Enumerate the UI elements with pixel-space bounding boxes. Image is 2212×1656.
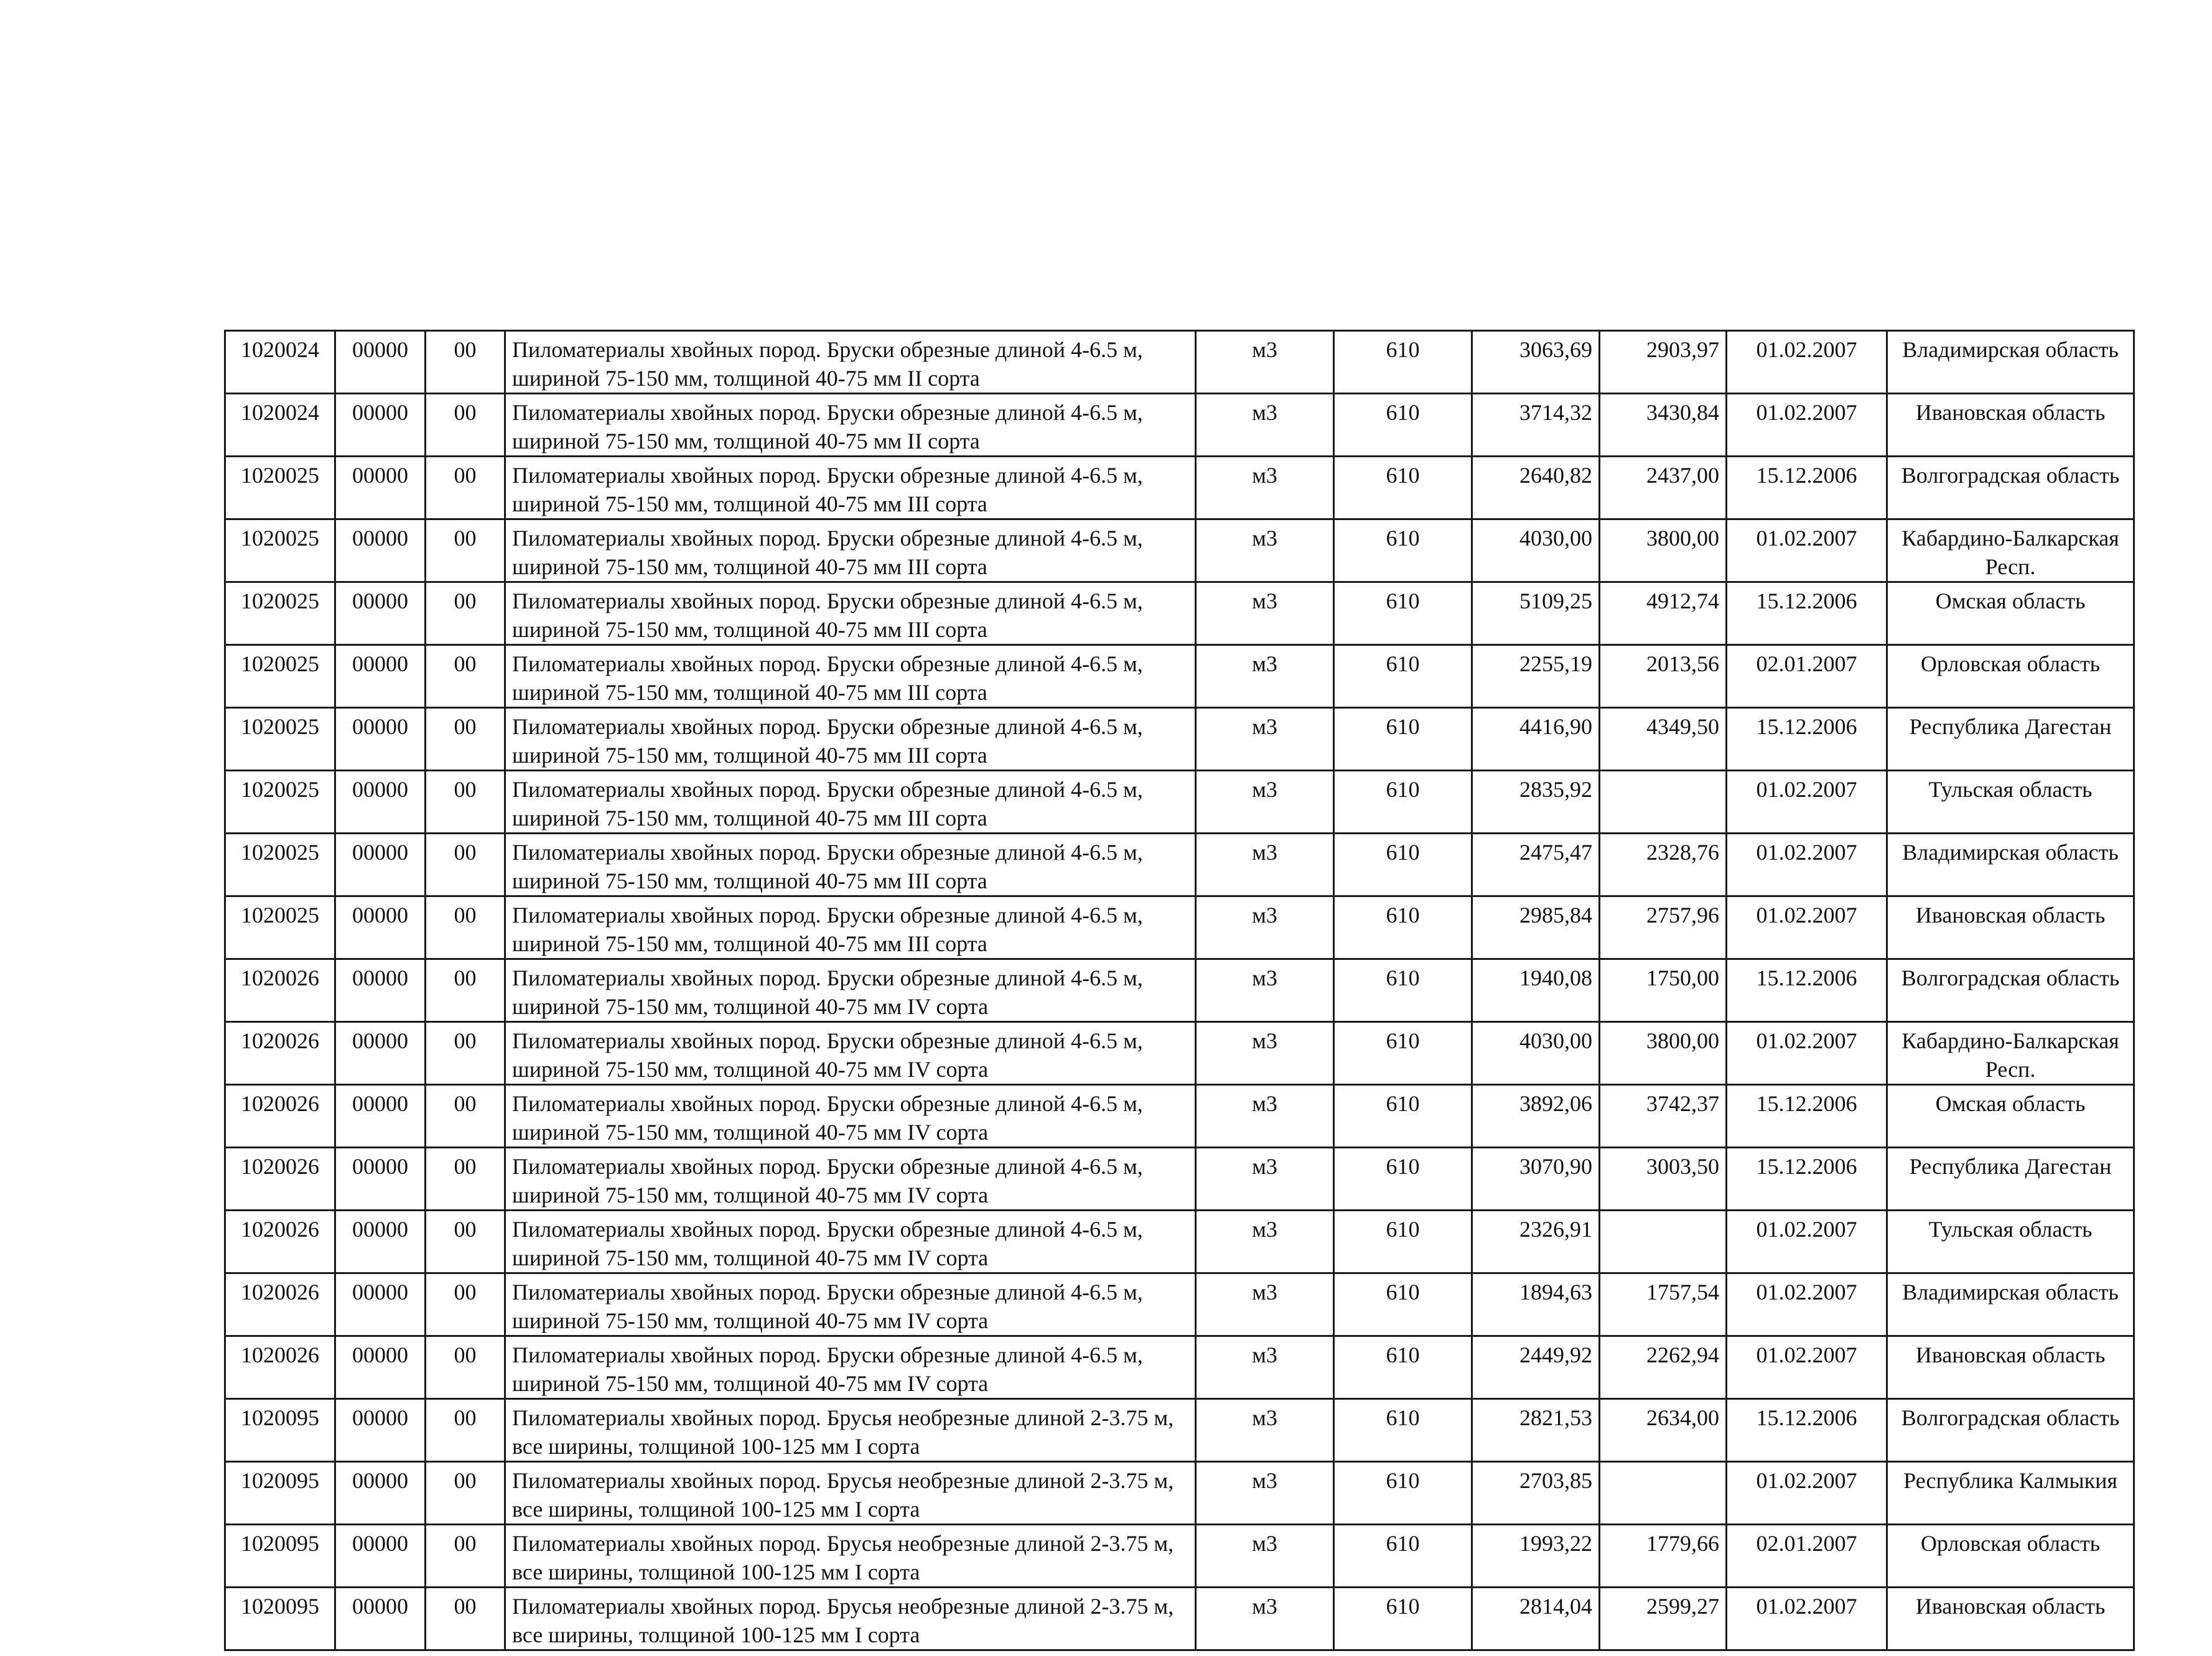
price-1-cell: 2255,19 bbox=[1472, 645, 1600, 708]
description-cell: Пиломатериалы хвойных пород. Бруски обрезные длиной 4-6.5 м, шириной 75-150 мм, толщиной 40-75 мм IV сорта bbox=[505, 1211, 1196, 1273]
sub-code-cell: 00000 bbox=[335, 1211, 426, 1273]
version-code-cell: 00 bbox=[426, 708, 505, 771]
date-cell: 01.02.2007 bbox=[1727, 1022, 1887, 1085]
sub-code-cell: 00000 bbox=[335, 1462, 426, 1525]
table-row bbox=[225, 1399, 2134, 1462]
date-cell: 02.01.2007 bbox=[1727, 1525, 1887, 1588]
unit-cell: м3 bbox=[1196, 1022, 1334, 1085]
unit-code-cell: 610 bbox=[1334, 834, 1472, 896]
price-2-cell: 2013,56 bbox=[1600, 645, 1727, 708]
description-cell: Пиломатериалы хвойных пород. Бруски обрезные длиной 4-6.5 м, шириной 75-150 мм, толщиной 40-75 мм III сорта bbox=[505, 582, 1196, 645]
price-1-cell: 4030,00 bbox=[1472, 1022, 1600, 1085]
sub-code-cell: 00000 bbox=[335, 457, 426, 519]
unit-cell: м3 bbox=[1196, 1588, 1334, 1650]
version-code-cell: 00 bbox=[426, 1148, 505, 1211]
description-cell: Пиломатериалы хвойных пород. Бруски обрезные длиной 4-6.5 м, шириной 75-150 мм, толщиной 40-75 мм III сорта bbox=[505, 519, 1196, 582]
table-row bbox=[225, 645, 2134, 708]
price-1-cell: 3714,32 bbox=[1472, 394, 1600, 457]
unit-code-cell: 610 bbox=[1334, 331, 1472, 394]
unit-code-cell: 610 bbox=[1334, 1148, 1472, 1211]
unit-code-cell: 610 bbox=[1334, 959, 1472, 1022]
date-cell: 15.12.2006 bbox=[1727, 708, 1887, 771]
region-cell: Орловская область bbox=[1887, 645, 2134, 708]
price-2-cell: 3430,84 bbox=[1600, 394, 1727, 457]
price-1-cell: 4416,90 bbox=[1472, 708, 1600, 771]
version-code-cell: 00 bbox=[426, 1211, 505, 1273]
region-cell: Кабардино-Балкарская Респ. bbox=[1887, 1022, 2134, 1085]
date-cell: 01.02.2007 bbox=[1727, 834, 1887, 896]
unit-cell: м3 bbox=[1196, 959, 1334, 1022]
product-code-cell: 1020024 bbox=[225, 394, 335, 457]
unit-code-cell: 610 bbox=[1334, 1462, 1472, 1525]
price-1-cell: 2703,85 bbox=[1472, 1462, 1600, 1525]
price-2-cell bbox=[1600, 771, 1727, 834]
version-code-cell: 00 bbox=[426, 331, 505, 394]
region-cell: Волгоградская область bbox=[1887, 1399, 2134, 1462]
unit-code-cell: 610 bbox=[1334, 457, 1472, 519]
sub-code-cell: 00000 bbox=[335, 1022, 426, 1085]
sub-code-cell: 00000 bbox=[335, 1085, 426, 1148]
unit-code-cell: 610 bbox=[1334, 645, 1472, 708]
table-row bbox=[225, 582, 2134, 645]
version-code-cell: 00 bbox=[426, 1273, 505, 1336]
table-body bbox=[225, 331, 2134, 1650]
unit-code-cell: 610 bbox=[1334, 708, 1472, 771]
product-code-cell: 1020026 bbox=[225, 1022, 335, 1085]
product-code-cell: 1020095 bbox=[225, 1462, 335, 1525]
table-row bbox=[225, 1211, 2134, 1273]
sub-code-cell: 00000 bbox=[335, 519, 426, 582]
version-code-cell: 00 bbox=[426, 582, 505, 645]
unit-cell: м3 bbox=[1196, 582, 1334, 645]
unit-code-cell: 610 bbox=[1334, 1399, 1472, 1462]
date-cell: 15.12.2006 bbox=[1727, 1085, 1887, 1148]
sub-code-cell: 00000 bbox=[335, 1273, 426, 1336]
date-cell: 01.02.2007 bbox=[1727, 519, 1887, 582]
product-code-cell: 1020025 bbox=[225, 771, 335, 834]
unit-code-cell: 610 bbox=[1334, 1588, 1472, 1650]
price-table bbox=[224, 330, 2135, 1651]
product-code-cell: 1020025 bbox=[225, 582, 335, 645]
table-row bbox=[225, 1336, 2134, 1399]
region-cell: Владимирская область bbox=[1887, 834, 2134, 896]
description-cell: Пиломатериалы хвойных пород. Бруски обрезные длиной 4-6.5 м, шириной 75-150 мм, толщиной 40-75 мм II сорта bbox=[505, 394, 1196, 457]
price-2-cell bbox=[1600, 1462, 1727, 1525]
product-code-cell: 1020026 bbox=[225, 1211, 335, 1273]
product-code-cell: 1020025 bbox=[225, 519, 335, 582]
product-code-cell: 1020026 bbox=[225, 1148, 335, 1211]
version-code-cell: 00 bbox=[426, 1399, 505, 1462]
price-2-cell: 2262,94 bbox=[1600, 1336, 1727, 1399]
unit-code-cell: 610 bbox=[1334, 519, 1472, 582]
product-code-cell: 1020026 bbox=[225, 1085, 335, 1148]
price-2-cell: 2634,00 bbox=[1600, 1399, 1727, 1462]
unit-cell: м3 bbox=[1196, 708, 1334, 771]
table-row bbox=[225, 896, 2134, 959]
price-1-cell: 5109,25 bbox=[1472, 582, 1600, 645]
price-2-cell: 2599,27 bbox=[1600, 1588, 1727, 1650]
price-2-cell bbox=[1600, 1211, 1727, 1273]
price-2-cell: 1757,54 bbox=[1600, 1273, 1727, 1336]
unit-code-cell: 610 bbox=[1334, 394, 1472, 457]
sub-code-cell: 00000 bbox=[335, 1336, 426, 1399]
version-code-cell: 00 bbox=[426, 1462, 505, 1525]
description-cell: Пиломатериалы хвойных пород. Брусья необрезные длиной 2-3.75 м, все ширины, толщиной 100-125 мм I сорта bbox=[505, 1462, 1196, 1525]
table-row bbox=[225, 1588, 2134, 1650]
sub-code-cell: 00000 bbox=[335, 394, 426, 457]
unit-code-cell: 610 bbox=[1334, 1022, 1472, 1085]
version-code-cell: 00 bbox=[426, 834, 505, 896]
description-cell: Пиломатериалы хвойных пород. Бруски обрезные длиной 4-6.5 м, шириной 75-150 мм, толщиной 40-75 мм IV сорта bbox=[505, 1273, 1196, 1336]
table-row bbox=[225, 519, 2134, 582]
unit-code-cell: 610 bbox=[1334, 1336, 1472, 1399]
price-table-sheet bbox=[224, 330, 2133, 1651]
price-2-cell: 2328,76 bbox=[1600, 834, 1727, 896]
price-1-cell: 2835,92 bbox=[1472, 771, 1600, 834]
description-cell: Пиломатериалы хвойных пород. Брусья необрезные длиной 2-3.75 м, все ширины, толщиной 100-125 мм I сорта bbox=[505, 1399, 1196, 1462]
price-1-cell: 3070,90 bbox=[1472, 1148, 1600, 1211]
unit-code-cell: 610 bbox=[1334, 896, 1472, 959]
price-2-cell: 3742,37 bbox=[1600, 1085, 1727, 1148]
date-cell: 02.01.2007 bbox=[1727, 645, 1887, 708]
price-2-cell: 3800,00 bbox=[1600, 519, 1727, 582]
version-code-cell: 00 bbox=[426, 771, 505, 834]
version-code-cell: 00 bbox=[426, 1022, 505, 1085]
price-1-cell: 4030,00 bbox=[1472, 519, 1600, 582]
unit-cell: м3 bbox=[1196, 834, 1334, 896]
product-code-cell: 1020095 bbox=[225, 1399, 335, 1462]
description-cell: Пиломатериалы хвойных пород. Бруски обрезные длиной 4-6.5 м, шириной 75-150 мм, толщиной 40-75 мм IV сорта bbox=[505, 1148, 1196, 1211]
product-code-cell: 1020025 bbox=[225, 457, 335, 519]
sub-code-cell: 00000 bbox=[335, 1148, 426, 1211]
table-row bbox=[225, 1022, 2134, 1085]
region-cell: Республика Дагестан bbox=[1887, 1148, 2134, 1211]
unit-cell: м3 bbox=[1196, 394, 1334, 457]
region-cell: Волгоградская область bbox=[1887, 959, 2134, 1022]
date-cell: 15.12.2006 bbox=[1727, 1148, 1887, 1211]
table-row bbox=[225, 959, 2134, 1022]
version-code-cell: 00 bbox=[426, 1085, 505, 1148]
price-1-cell: 3063,69 bbox=[1472, 331, 1600, 394]
date-cell: 01.02.2007 bbox=[1727, 896, 1887, 959]
price-1-cell: 2821,53 bbox=[1472, 1399, 1600, 1462]
product-code-cell: 1020026 bbox=[225, 959, 335, 1022]
price-1-cell: 2449,92 bbox=[1472, 1336, 1600, 1399]
version-code-cell: 00 bbox=[426, 1336, 505, 1399]
price-1-cell: 1894,63 bbox=[1472, 1273, 1600, 1336]
price-2-cell: 4912,74 bbox=[1600, 582, 1727, 645]
description-cell: Пиломатериалы хвойных пород. Бруски обрезные длиной 4-6.5 м, шириной 75-150 мм, толщиной 40-75 мм III сорта bbox=[505, 457, 1196, 519]
sub-code-cell: 00000 bbox=[335, 582, 426, 645]
unit-cell: м3 bbox=[1196, 1085, 1334, 1148]
version-code-cell: 00 bbox=[426, 1525, 505, 1588]
price-2-cell: 2757,96 bbox=[1600, 896, 1727, 959]
unit-cell: м3 bbox=[1196, 771, 1334, 834]
date-cell: 15.12.2006 bbox=[1727, 457, 1887, 519]
table-row bbox=[225, 708, 2134, 771]
sub-code-cell: 00000 bbox=[335, 331, 426, 394]
description-cell: Пиломатериалы хвойных пород. Бруски обрезные длиной 4-6.5 м, шириной 75-150 мм, толщиной 40-75 мм III сорта bbox=[505, 771, 1196, 834]
price-1-cell: 2475,47 bbox=[1472, 834, 1600, 896]
product-code-cell: 1020026 bbox=[225, 1273, 335, 1336]
product-code-cell: 1020095 bbox=[225, 1588, 335, 1650]
unit-cell: м3 bbox=[1196, 1336, 1334, 1399]
sub-code-cell: 00000 bbox=[335, 959, 426, 1022]
price-1-cell: 2814,04 bbox=[1472, 1588, 1600, 1650]
region-cell: Владимирская область bbox=[1887, 1273, 2134, 1336]
region-cell: Республика Дагестан bbox=[1887, 708, 2134, 771]
region-cell: Орловская область bbox=[1887, 1525, 2134, 1588]
sub-code-cell: 00000 bbox=[335, 1399, 426, 1462]
table-row bbox=[225, 394, 2134, 457]
unit-cell: м3 bbox=[1196, 331, 1334, 394]
price-2-cell: 4349,50 bbox=[1600, 708, 1727, 771]
product-code-cell: 1020095 bbox=[225, 1525, 335, 1588]
region-cell: Ивановская область bbox=[1887, 394, 2134, 457]
date-cell: 15.12.2006 bbox=[1727, 1399, 1887, 1462]
description-cell: Пиломатериалы хвойных пород. Бруски обрезные длиной 4-6.5 м, шириной 75-150 мм, толщиной 40-75 мм III сорта bbox=[505, 645, 1196, 708]
date-cell: 01.02.2007 bbox=[1727, 771, 1887, 834]
product-code-cell: 1020024 bbox=[225, 331, 335, 394]
sub-code-cell: 00000 bbox=[335, 771, 426, 834]
sub-code-cell: 00000 bbox=[335, 896, 426, 959]
version-code-cell: 00 bbox=[426, 519, 505, 582]
product-code-cell: 1020025 bbox=[225, 645, 335, 708]
unit-cell: м3 bbox=[1196, 1148, 1334, 1211]
region-cell: Владимирская область bbox=[1887, 331, 2134, 394]
description-cell: Пиломатериалы хвойных пород. Бруски обрезные длиной 4-6.5 м, шириной 75-150 мм, толщиной 40-75 мм IV сорта bbox=[505, 1022, 1196, 1085]
unit-code-cell: 610 bbox=[1334, 771, 1472, 834]
description-cell: Пиломатериалы хвойных пород. Бруски обрезные длиной 4-6.5 м, шириной 75-150 мм, толщиной 40-75 мм III сорта bbox=[505, 708, 1196, 771]
unit-code-cell: 610 bbox=[1334, 1525, 1472, 1588]
price-2-cell: 2437,00 bbox=[1600, 457, 1727, 519]
table-row bbox=[225, 1525, 2134, 1588]
price-1-cell: 2985,84 bbox=[1472, 896, 1600, 959]
price-2-cell: 1779,66 bbox=[1600, 1525, 1727, 1588]
region-cell: Волгоградская область bbox=[1887, 457, 2134, 519]
unit-cell: м3 bbox=[1196, 1273, 1334, 1336]
version-code-cell: 00 bbox=[426, 1588, 505, 1650]
region-cell: Омская область bbox=[1887, 582, 2134, 645]
unit-cell: м3 bbox=[1196, 457, 1334, 519]
description-cell: Пиломатериалы хвойных пород. Бруски обрезные длиной 4-6.5 м, шириной 75-150 мм, толщиной 40-75 мм IV сорта bbox=[505, 1085, 1196, 1148]
date-cell: 01.02.2007 bbox=[1727, 1211, 1887, 1273]
version-code-cell: 00 bbox=[426, 394, 505, 457]
region-cell: Тульская область bbox=[1887, 1211, 2134, 1273]
price-1-cell: 3892,06 bbox=[1472, 1085, 1600, 1148]
unit-cell: м3 bbox=[1196, 645, 1334, 708]
sub-code-cell: 00000 bbox=[335, 834, 426, 896]
description-cell: Пиломатериалы хвойных пород. Бруски обрезные длиной 4-6.5 м, шириной 75-150 мм, толщиной 40-75 мм III сорта bbox=[505, 834, 1196, 896]
table-row bbox=[225, 1462, 2134, 1525]
product-code-cell: 1020025 bbox=[225, 896, 335, 959]
description-cell: Пиломатериалы хвойных пород. Бруски обрезные длиной 4-6.5 м, шириной 75-150 мм, толщиной 40-75 мм III сорта bbox=[505, 896, 1196, 959]
region-cell: Ивановская область bbox=[1887, 896, 2134, 959]
sub-code-cell: 00000 bbox=[335, 708, 426, 771]
unit-cell: м3 bbox=[1196, 519, 1334, 582]
price-2-cell: 2903,97 bbox=[1600, 331, 1727, 394]
description-cell: Пиломатериалы хвойных пород. Брусья необрезные длиной 2-3.75 м, все ширины, толщиной 100-125 мм I сорта bbox=[505, 1525, 1196, 1588]
product-code-cell: 1020025 bbox=[225, 708, 335, 771]
price-2-cell: 1750,00 bbox=[1600, 959, 1727, 1022]
region-cell: Ивановская область bbox=[1887, 1588, 2134, 1650]
unit-code-cell: 610 bbox=[1334, 582, 1472, 645]
price-1-cell: 2326,91 bbox=[1472, 1211, 1600, 1273]
sub-code-cell: 00000 bbox=[335, 1588, 426, 1650]
product-code-cell: 1020025 bbox=[225, 834, 335, 896]
date-cell: 01.02.2007 bbox=[1727, 1462, 1887, 1525]
unit-cell: м3 bbox=[1196, 1525, 1334, 1588]
unit-cell: м3 bbox=[1196, 1211, 1334, 1273]
region-cell: Омская область bbox=[1887, 1085, 2134, 1148]
region-cell: Кабардино-Балкарская Респ. bbox=[1887, 519, 2134, 582]
price-1-cell: 2640,82 bbox=[1472, 457, 1600, 519]
date-cell: 01.02.2007 bbox=[1727, 1588, 1887, 1650]
date-cell: 01.02.2007 bbox=[1727, 1273, 1887, 1336]
sub-code-cell: 00000 bbox=[335, 645, 426, 708]
date-cell: 01.02.2007 bbox=[1727, 331, 1887, 394]
table-row bbox=[225, 1085, 2134, 1148]
table-row bbox=[225, 457, 2134, 519]
unit-code-cell: 610 bbox=[1334, 1085, 1472, 1148]
unit-code-cell: 610 bbox=[1334, 1211, 1472, 1273]
table-row bbox=[225, 1148, 2134, 1211]
version-code-cell: 00 bbox=[426, 457, 505, 519]
unit-cell: м3 bbox=[1196, 1462, 1334, 1525]
region-cell: Ивановская область bbox=[1887, 1336, 2134, 1399]
price-1-cell: 1993,22 bbox=[1472, 1525, 1600, 1588]
sub-code-cell: 00000 bbox=[335, 1525, 426, 1588]
region-cell: Тульская область bbox=[1887, 771, 2134, 834]
product-code-cell: 1020026 bbox=[225, 1336, 335, 1399]
unit-cell: м3 bbox=[1196, 1399, 1334, 1462]
table-row bbox=[225, 1273, 2134, 1336]
description-cell: Пиломатериалы хвойных пород. Брусья необрезные длиной 2-3.75 м, все ширины, толщиной 100-125 мм I сорта bbox=[505, 1588, 1196, 1650]
description-cell: Пиломатериалы хвойных пород. Бруски обрезные длиной 4-6.5 м, шириной 75-150 мм, толщиной 40-75 мм IV сорта bbox=[505, 959, 1196, 1022]
region-cell: Республика Калмыкия bbox=[1887, 1462, 2134, 1525]
table-row bbox=[225, 331, 2134, 394]
version-code-cell: 00 bbox=[426, 645, 505, 708]
version-code-cell: 00 bbox=[426, 896, 505, 959]
date-cell: 15.12.2006 bbox=[1727, 582, 1887, 645]
date-cell: 01.02.2007 bbox=[1727, 1336, 1887, 1399]
table-row bbox=[225, 771, 2134, 834]
date-cell: 01.02.2007 bbox=[1727, 394, 1887, 457]
table-row bbox=[225, 834, 2134, 896]
unit-code-cell: 610 bbox=[1334, 1273, 1472, 1336]
description-cell: Пиломатериалы хвойных пород. Бруски обрезные длиной 4-6.5 м, шириной 75-150 мм, толщиной 40-75 мм IV сорта bbox=[505, 1336, 1196, 1399]
version-code-cell: 00 bbox=[426, 959, 505, 1022]
date-cell: 15.12.2006 bbox=[1727, 959, 1887, 1022]
description-cell: Пиломатериалы хвойных пород. Бруски обрезные длиной 4-6.5 м, шириной 75-150 мм, толщиной 40-75 мм II сорта bbox=[505, 331, 1196, 394]
price-2-cell: 3003,50 bbox=[1600, 1148, 1727, 1211]
price-2-cell: 3800,00 bbox=[1600, 1022, 1727, 1085]
price-1-cell: 1940,08 bbox=[1472, 959, 1600, 1022]
unit-cell: м3 bbox=[1196, 896, 1334, 959]
